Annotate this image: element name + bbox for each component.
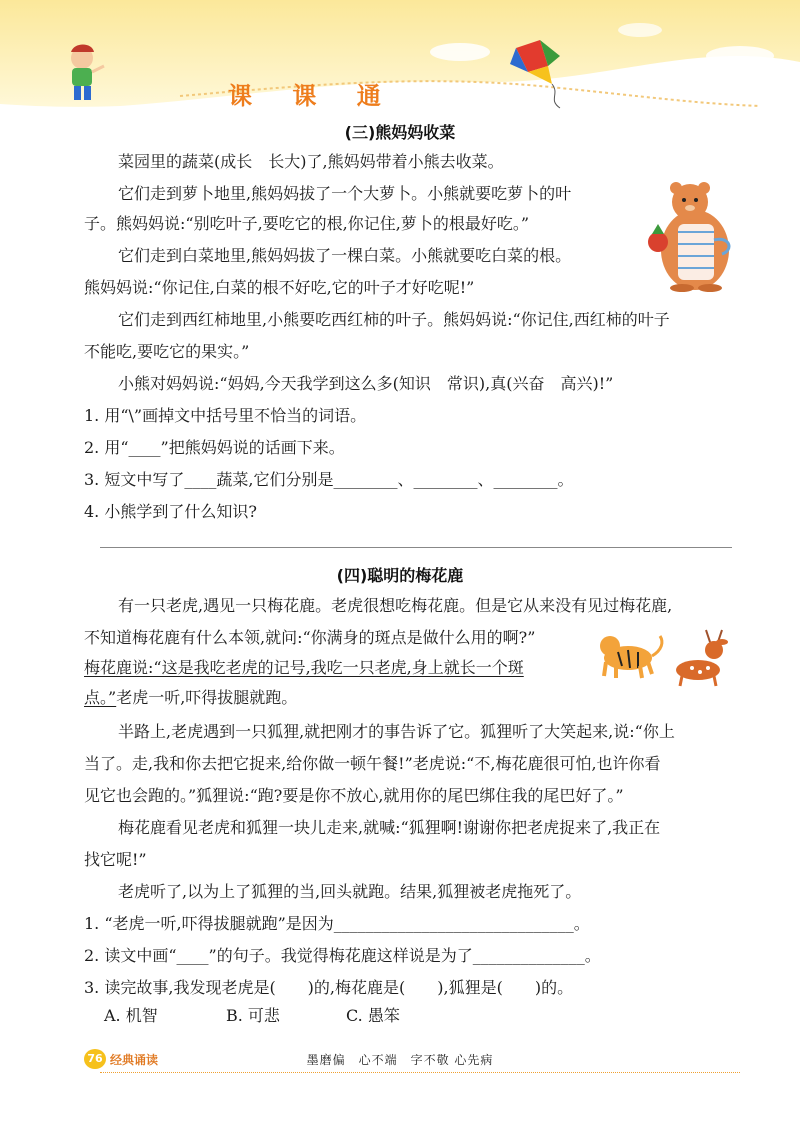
s4-paragraph-1: 有一只老虎,遇见一只梅花鹿。老虎很想吃梅花鹿。但是它从来没有见过梅花鹿, xyxy=(118,596,673,615)
s3-question-2: 2. 用“____”把熊妈妈说的话画下来。 xyxy=(84,438,345,457)
header-banner xyxy=(0,0,800,112)
section-3-title: (三)熊妈妈收菜 xyxy=(344,123,456,142)
s3-paragraph-2-cont: 子。熊妈妈说:“别吃叶子,要吃它的根,你记住,萝卜的根最好吃。” xyxy=(84,214,530,233)
footer-rule xyxy=(100,1072,740,1073)
s3-paragraph-4: 它们走到西红柿地里,小熊要吃西红柿的叶子。熊妈妈说:“你记住,西红柿的叶子 xyxy=(118,310,670,329)
footer-label: 经典诵读 xyxy=(110,1053,159,1067)
s3-paragraph-5: 小熊对妈妈说:“妈妈,今天我学到这么多(知识 常识),真(兴奋 高兴)!” xyxy=(118,374,614,393)
footer-motto: 墨磨偏 心不端 字不敬 心先病 xyxy=(306,1053,494,1067)
s3-paragraph-3: 它们走到白菜地里,熊妈妈拔了一棵白菜。小熊就要吃白菜的根。 xyxy=(118,246,572,265)
option-c: C. 愚笨 xyxy=(346,1006,400,1025)
s3-question-3: 3. 短文中写了____蔬菜,它们分别是________、________、________。 xyxy=(84,470,574,489)
s4-paragraph-4: 老虎听了,以为上了狐狸的当,回头就跑。结果,狐狸被老虎拖死了。 xyxy=(118,882,582,901)
s4-tiger-runs: 老虎一听,吓得拔腿就跑。 xyxy=(116,688,298,707)
s4-paragraph-3: 梅花鹿看见老虎和狐狸一块儿走来,就喊:“狐狸啊!谢谢你把老虎捉来了,我正在 xyxy=(118,818,661,837)
s4-underlined-sentence-end xyxy=(84,688,297,708)
section-4-title: (四)聪明的梅花鹿 xyxy=(336,566,464,585)
s3-question-4: 4. 小熊学到了什么知识? xyxy=(84,502,257,521)
s4-paragraph-2-cont-2: 见它也会跑的。”狐狸说:“跑?要是你不放心,就用你的尾巴绑住我的尾巴好了。” xyxy=(84,786,624,805)
s4-paragraph-2-cont-1: 当了。走,我和你去把它捉来,给你做一顿午餐!”老虎说:“不,梅花鹿很可怕,也许你看 xyxy=(84,754,661,773)
s3-paragraph-4-cont: 不能吃,要吃它的果实。” xyxy=(84,342,250,361)
s3-paragraph-1: 菜园里的蔬菜(成长 长大)了,熊妈妈带着小熊去收菜。 xyxy=(118,152,504,171)
s3-paragraph-2: 它们走到萝卜地里,熊妈妈拔了一个大萝卜。小熊就要吃萝卜的叶 xyxy=(118,184,572,203)
s4-underlined-sentence: 梅花鹿说:“这是我吃老虎的记号,我吃一只老虎,身上就长一个斑 xyxy=(84,658,524,677)
s4-paragraph-1-cont: 不知道梅花鹿有什么本领,就问:“你满身的斑点是做什么用的啊?” xyxy=(84,628,536,647)
page-number: 76 xyxy=(84,1049,106,1069)
s4-question-3: 3. 读完故事,我发现老虎是( )的,梅花鹿是( ),狐狸是( )的。 xyxy=(84,978,574,997)
s4-question-1: 1. “老虎一听,吓得拔腿就跑”是因为______________________________。 xyxy=(84,914,590,933)
section-divider xyxy=(100,547,732,548)
s4-underlined-end-text: 点。” xyxy=(84,688,117,707)
header-title: 课 课 通 xyxy=(228,82,397,110)
option-a: A. 机智 xyxy=(104,1006,158,1025)
tiger-deer-illustration xyxy=(596,622,732,690)
option-b: B. 可悲 xyxy=(226,1006,280,1025)
s4-question-2: 2. 读文中画“____”的句子。我觉得梅花鹿这样说是为了______________。 xyxy=(84,946,601,965)
s4-paragraph-2: 半路上,老虎遇到一只狐狸,就把刚才的事告诉了它。狐狸听了大笑起来,说:“你上 xyxy=(118,722,675,741)
s3-paragraph-3-cont: 熊妈妈说:“你记住,白菜的根不好吃,它的叶子才好吃呢!” xyxy=(84,278,475,297)
s4-paragraph-3-cont: 找它呢!” xyxy=(84,850,147,869)
s3-question-1: 1. 用“\”画掉文中括号里不恰当的词语。 xyxy=(84,406,367,425)
bear-illustration xyxy=(640,180,740,295)
